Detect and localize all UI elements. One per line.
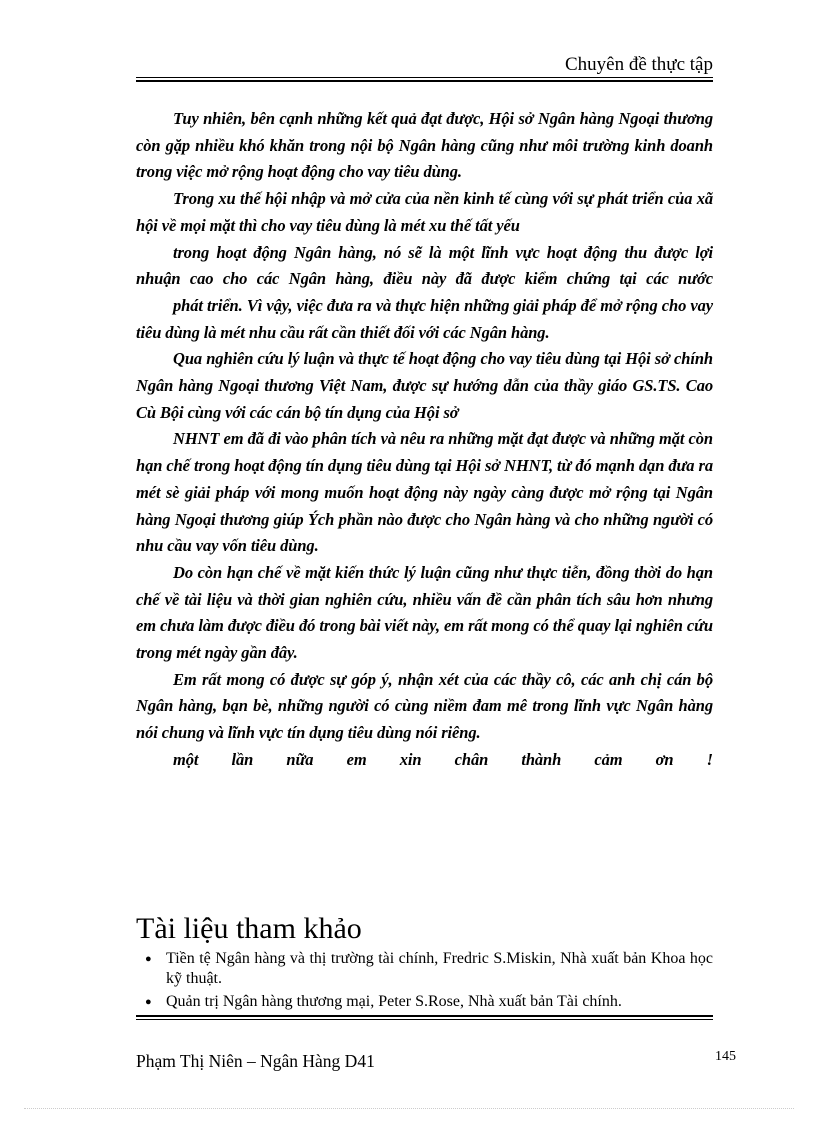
paragraph: Qua nghiên cứu lý luận và thực tế hoạt động cho vay tiêu dùng tại Hội sở chính Ngân hàng Ngoại thương Việt Nam, được sự hướng dẫn của thầy giáo GS.TS. Cao Cù Bội cùng với các cán bộ tín dụng của Hội sở [136,349,713,422]
page-number: 145 [715,1049,736,1064]
reference-list [145,949,713,1015]
paragraph: phát triển. Vì vậy, việc đưa ra và thực hiện những giải pháp để mở rộng cho vay tiêu dùng là mét nhu cầu rất cần thiết đối với các Ngân hàng. [136,295,713,342]
footer-rule-thick [136,1015,713,1017]
reference-item [145,992,713,1012]
header-rule-thick [136,80,713,82]
footer-author: Phạm Thị Niên – Ngân Hàng D41 [136,1051,375,1071]
reference-item [145,949,713,989]
header-rule-thin [136,77,713,78]
section-heading-references: Tài liệu tham khảo [136,911,362,945]
closing-line: một lần nữa em xin chân thành cảm ơn ! [173,749,713,769]
footer-rule-thin [136,1019,713,1020]
reference-text: Quản trị Ngân hàng thương mại, Peter S.Rose, Nhà xuất bản Tài chính. [166,993,622,1010]
paragraph: trong hoạt động Ngân hàng, nó sẽ là một lĩnh vực hoạt động thu được lợi nhuận cao cho các Ngân hàng, điều này đã được kiểm chứng tại các nước [136,242,713,289]
paragraph: Em rất mong có được sự góp ý, nhận xét của các thầy cô, các anh chị cán bộ Ngân hàng, bạn bè, những người có cùng niềm đam mê trong lĩnh vực Ngân hàng nói chung và lĩnh vực tín dụng tiêu dùng nói riêng. [136,669,713,743]
bullet-icon: ● [145,996,152,1008]
body-text [136,106,713,774]
paragraph: NHNT em đã đi vào phân tích và nêu ra những mặt đạt được và những mặt còn hạn chế trong hoạt động tín dụng tiêu dùng tại Hội sở NHNT, từ đó mạnh dạn đưa ra mét sè giải pháp với mong muốn hoạt động này ngày càng được mở rộng tại Ngân hàng Ngoại thương giúp Ých phần nào được cho Ngân hàng và cho những người có nhu cầu vay vốn tiêu dùng. [136,429,713,556]
reference-text: Tiền tệ Ngân hàng và thị trường tài chính, Fredric S.Miskin, Nhà xuất bản Khoa học kỹ thuật. [166,950,713,987]
header-title: Chuyên đề thực tập [564,54,713,75]
paragraph: Tuy nhiên, bên cạnh những kết quả đạt được, Hội sở Ngân hàng Ngoại thương còn gặp nhiều khó khăn trong nội bộ Ngân hàng cũng như môi trường kinh doanh trong việc mở rộng hoạt động cho vay tiêu dùng. [136,109,713,182]
bullet-icon: ● [145,953,152,965]
page-edge-divider [24,1108,794,1109]
paragraph: Trong xu thế hội nhập và mở cửa của nền kinh tế cùng với sự phát triển của xã hội về mọi mặt thì cho vay tiêu dùng là mét xu thế tất yếu [136,189,713,235]
paragraph: Do còn hạn chế về mặt kiến thức lý luận cũng như thực tiễn, đồng thời do hạn chế về tài liệu và thời gian nghiên cứu, nhiều vấn đề cần phân tích sâu hơn nhưng em chưa làm được điều đó trong bài viết này, em rất mong có thể quay lại nghiên cứu trong mét ngày gần đây. [136,562,713,663]
